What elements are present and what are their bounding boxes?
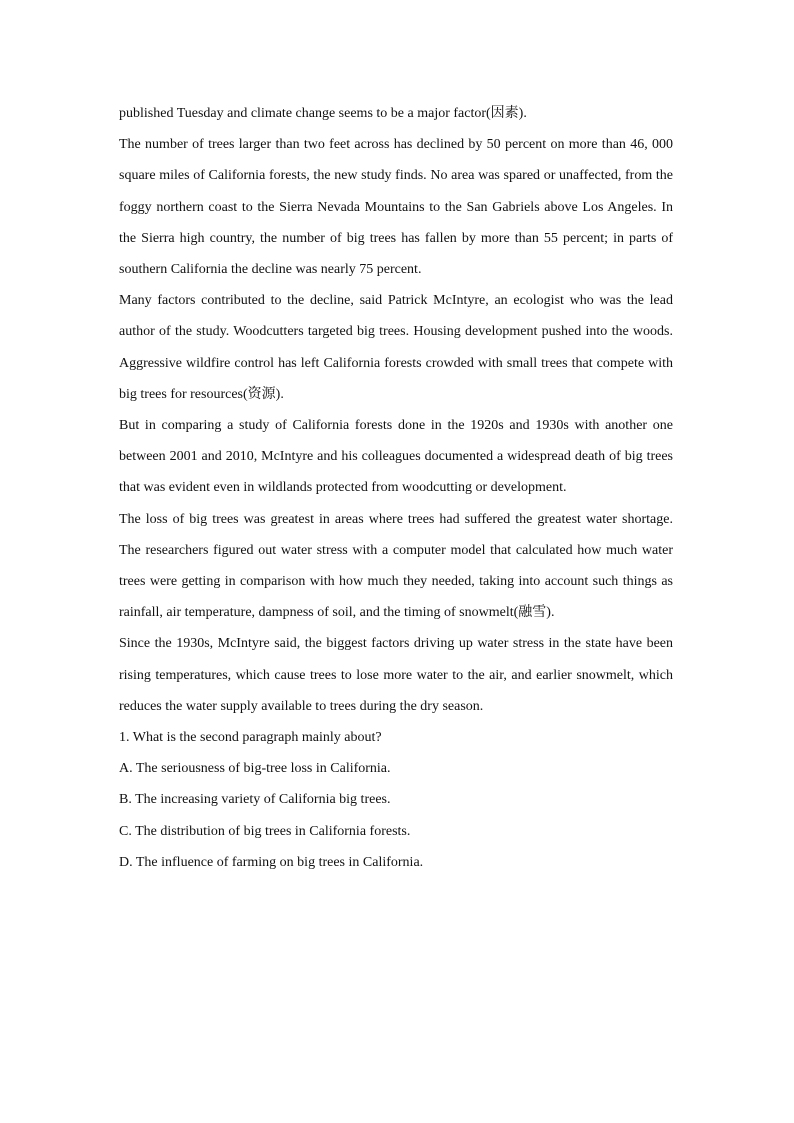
option-d: D. The influence of farming on big trees in California.	[119, 854, 424, 870]
question-stem: 1. What is the second paragraph mainly about?	[119, 730, 382, 746]
paragraph-water-stress-drivers: Since the 1930s, McIntyre said, the biggest factors driving up water stress in the state have been rising temperatures, which cause trees to lose more water to the air, and earlier snowmelt, which reduces the water supply available to trees during the dry season.	[119, 636, 673, 714]
option-b: B. The increasing variety of California big trees.	[119, 792, 391, 808]
paragraph-water-shortage: The loss of big trees was greatest in areas where trees had suffered the greatest water shortage. The researchers figured out water stress with a computer model that calculated how much water trees were getting in comparison with how much they needed, taking into account such things as rainfall, air temperature, dampness of soil, and the timing of snowmelt(融雪).	[119, 511, 673, 621]
paragraph-decline-statistics: The number of trees larger than two feet across has declined by 50 percent on more than 46, 000 square miles of California forests, the new study finds. No area was spared or unaffected, from the foggy northern coast to the Sierra Nevada Mountains to the San Gabriels above Los Angeles. In the Sierra high country, the number of big trees has fallen by more than 55 percent; in parts of southern California the decline was nearly 75 percent.	[119, 137, 673, 278]
option-a: A. The seriousness of big-tree loss in California.	[119, 761, 391, 777]
paragraph-intro-continuation: published Tuesday and climate change seems to be a major factor(因素).	[119, 106, 527, 121]
paragraph-study-comparison: But in comparing a study of California forests done in the 1920s and 1930s with another one between 2001 and 2010, McIntyre and his colleagues documented a widespread death of big trees that was evident even in wildlands protected from woodcutting or development.	[119, 418, 673, 496]
paragraph-decline-factors: Many factors contributed to the decline, said Patrick McIntyre, an ecologist who was the lead author of the study. Woodcutters targeted big trees. Housing development pushed into the woods. Aggressive wildfire control has left California forests crowded with small trees that compete with big trees for resources(资源).	[119, 293, 673, 402]
option-c: C. The distribution of big trees in California forests.	[119, 823, 411, 839]
document-page	[119, 98, 673, 878]
